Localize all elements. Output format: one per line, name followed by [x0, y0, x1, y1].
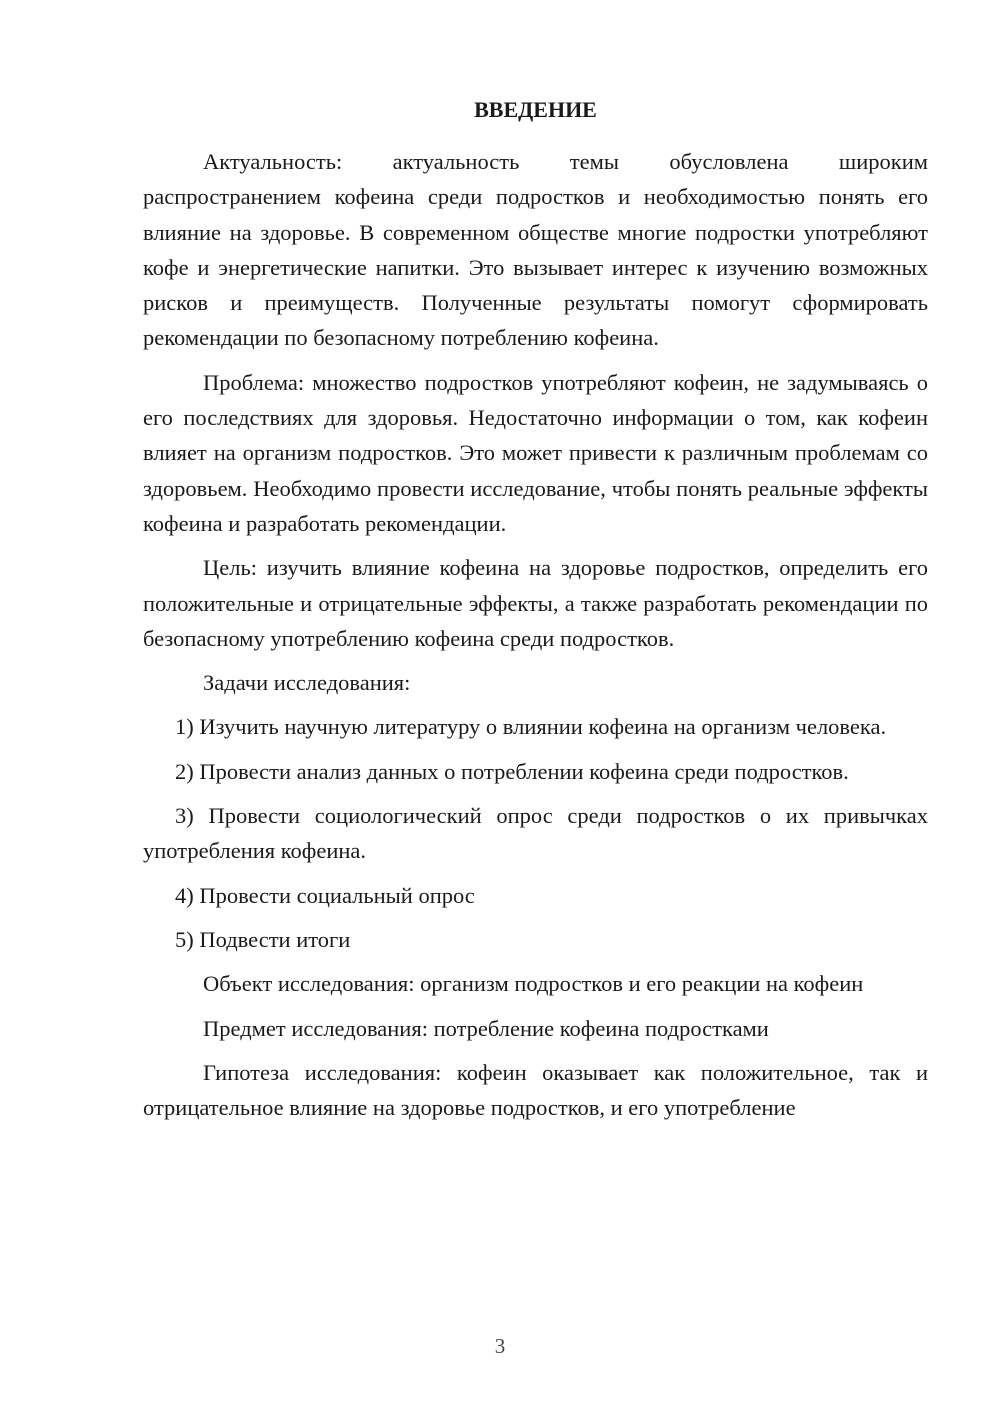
tasks-heading: Задачи исследования: [203, 670, 411, 696]
document-page [143, 96, 928, 1134]
paragraph-relevance: Актуальность: актуальность темы обусловлена широким распространением кофеина среди подростков и необходимостью понять его влияние на здоровье. В современном обществе многие подростки употребляют кофе и энергетические напитки. Это вызывает интерес к изучению возможных рисков и преимуществ. Полученные результаты помогут сформировать рекомендации по безопасному потреблению кофеина. [143, 149, 928, 351]
task-item-4: 4) Провести социальный опрос [175, 882, 475, 908]
paragraph-subject: Предмет исследования: потребление кофеина подростками [203, 1015, 769, 1041]
paragraph-goal: Цель: изучить влияние кофеина на здоровье подростков, определить его положительные и отрицательные эффекты, а также разработать рекомендации по безопасному употреблению кофеина среди подростков. [143, 555, 928, 651]
paragraph-object: Объект исследования: организм подростков и его реакции на кофеин [203, 971, 864, 997]
task-item-3: 3) Провести социологический опрос среди подростков о их привычках употребления кофеина. [143, 803, 928, 864]
paragraph-hypothesis: Гипотеза исследования: кофеин оказывает как положительное, так и отрицательное влияние на здоровье подростков, и его употребление [143, 1059, 928, 1121]
paragraph-problem: Проблема: множество подростков употребляют кофеин, не задумываясь о его последствиях для здоровья. Недостаточно информации о том, как кофеин влияет на организм подростков. Это может привести к различным проблемам со здоровьем. Необходимо провести исследование, чтобы понять реальные эффекты кофеина и разработать рекомендации. [143, 369, 928, 536]
page-number: 3 [494, 1334, 506, 1358]
task-item-2: 2) Провести анализ данных о потреблении кофеина среди подростков. [175, 758, 849, 784]
section-title: ВВЕДЕНИЕ [474, 97, 597, 122]
task-item-1: 1) Изучить научную литературу о влиянии кофеина на организм человека. [175, 714, 887, 740]
task-item-5: 5) Подвести итоги [175, 926, 351, 952]
